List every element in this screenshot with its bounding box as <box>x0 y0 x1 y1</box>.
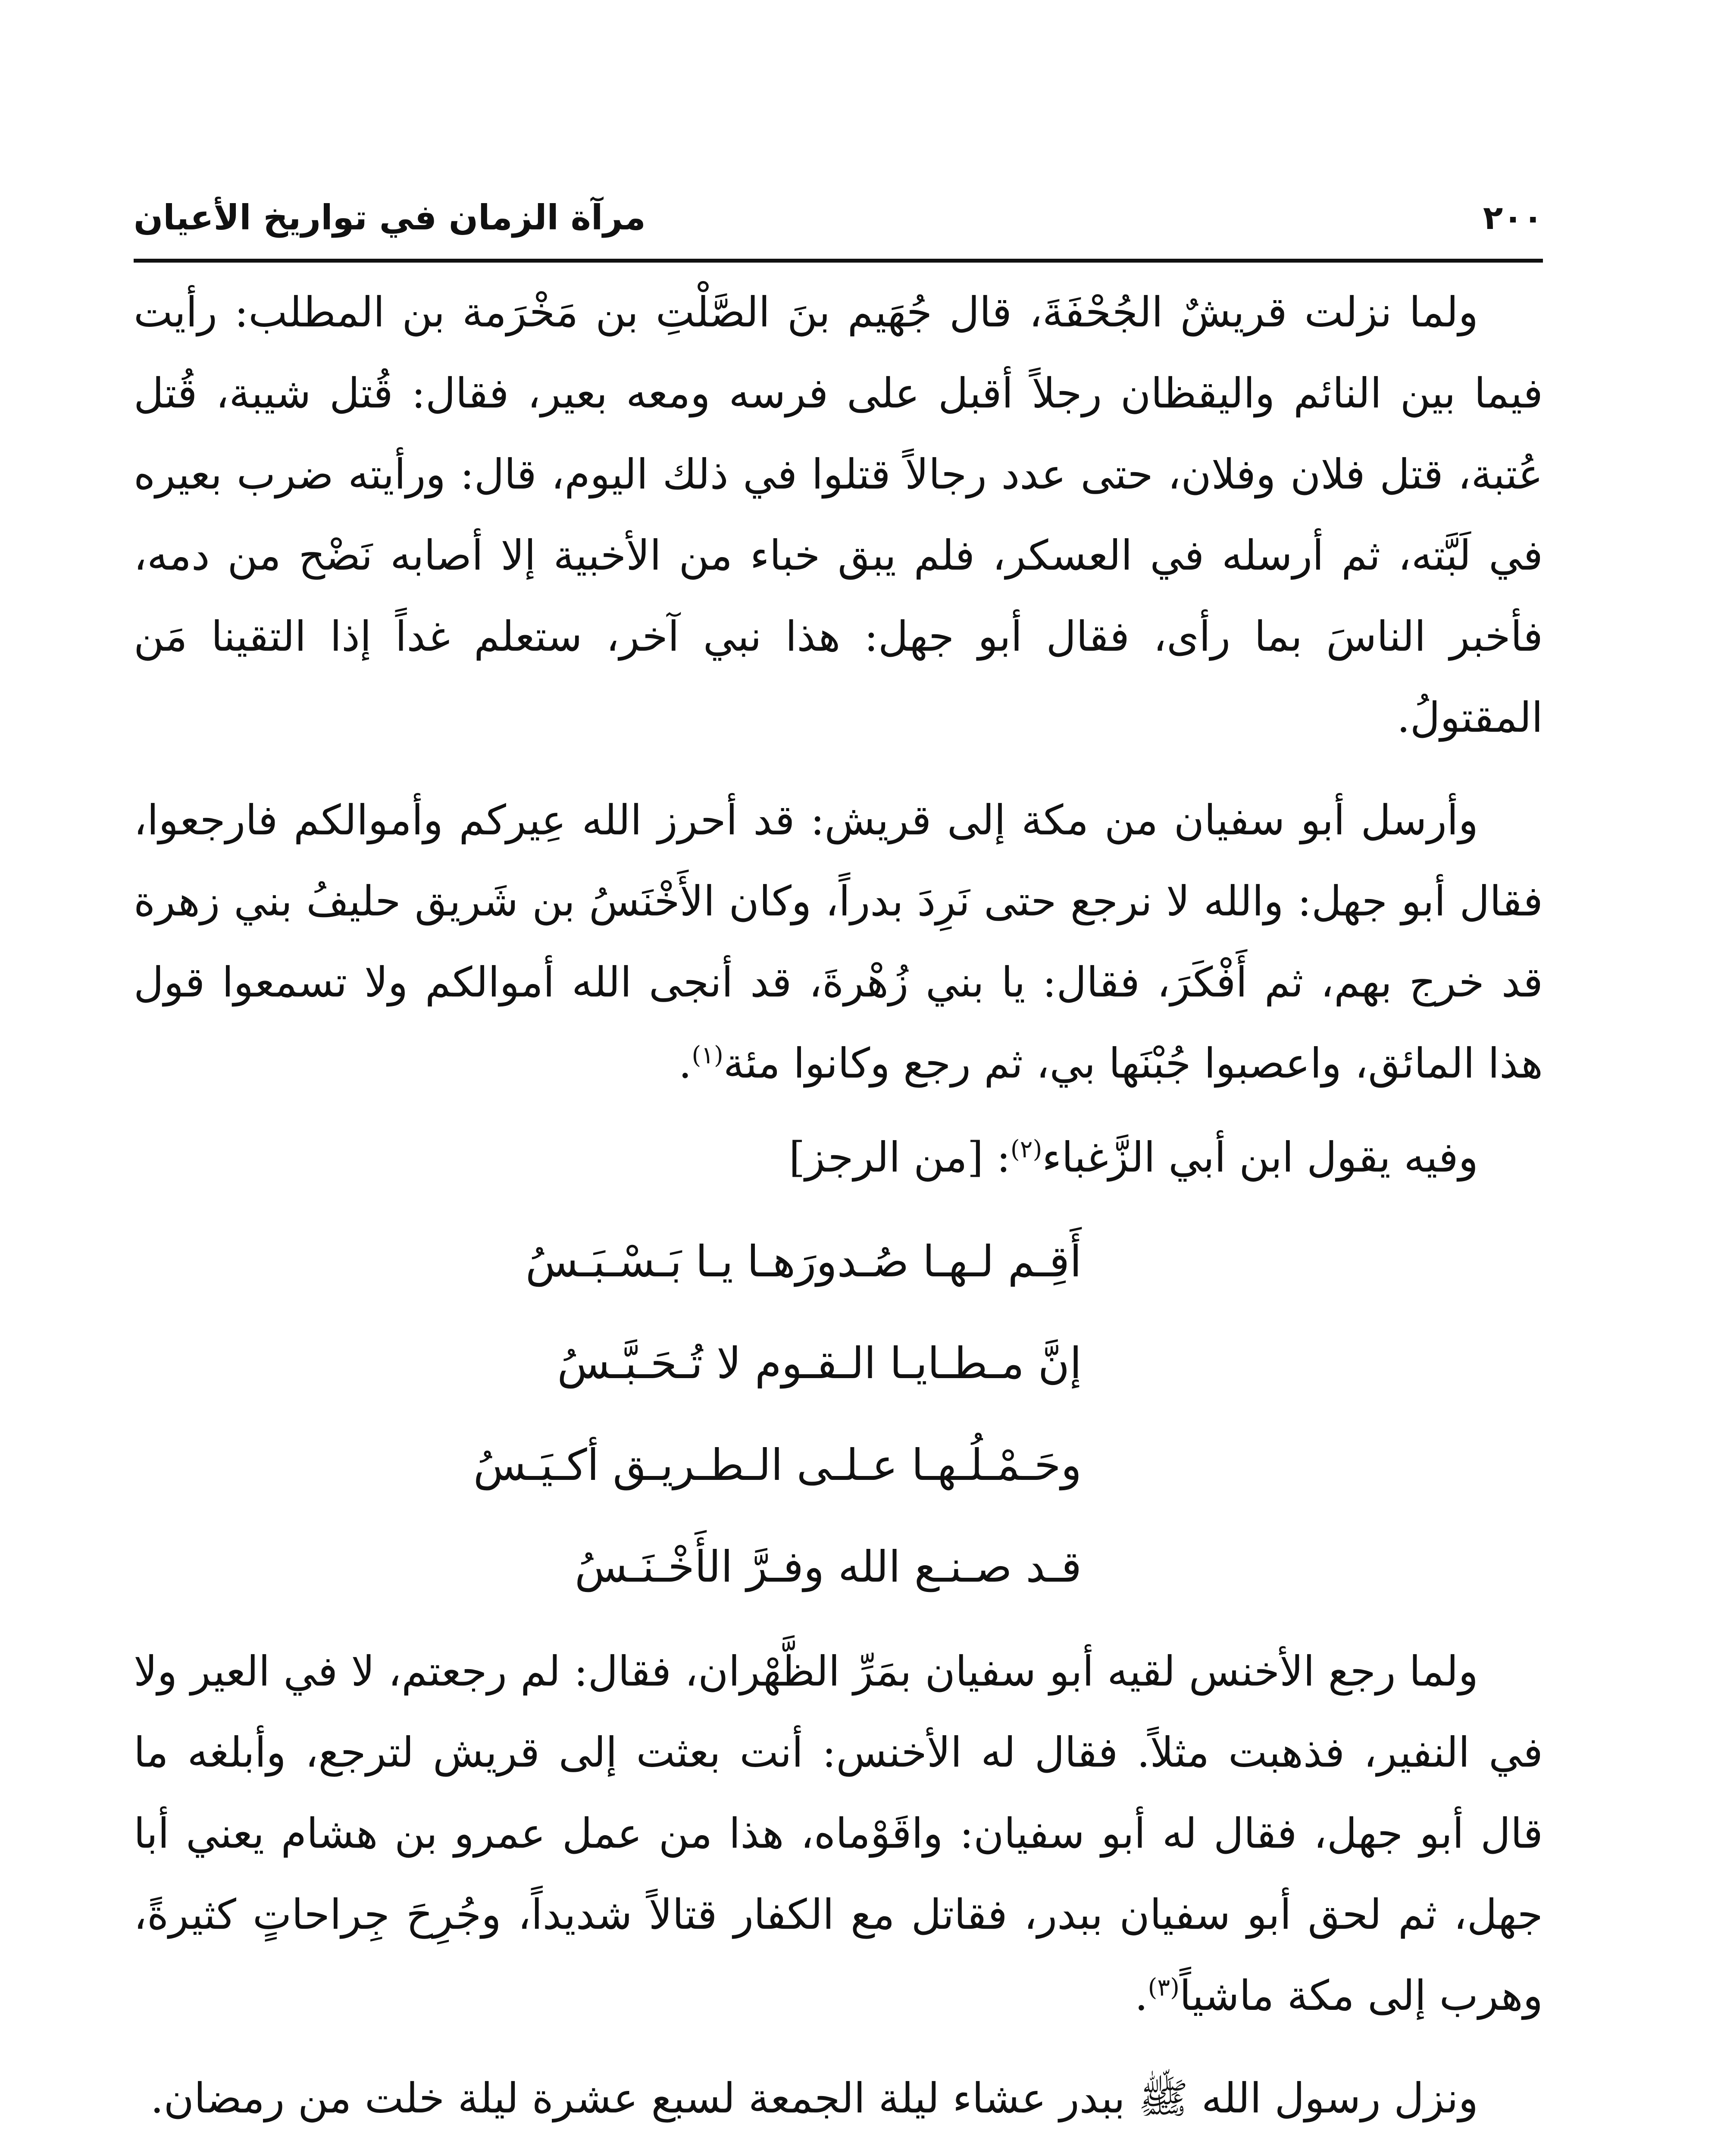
verse-intro-text: وفيه يقول ابن أبي الزَّغباء <box>1042 1133 1478 1181</box>
verse-line: أَقِـم لـهـا صُـدورَهـا يـا بَـسْـبَـسُ <box>525 1236 1082 1287</box>
footnote-ref-1: (١) <box>691 1041 723 1069</box>
page-number: ٢٠٠ <box>1483 198 1543 237</box>
paragraph-prophet-arrival: ونزل رسول الله ﷺ ببدر عشاء ليلة الجمعة لسبع عشرة ليلة خلت من رمضان. <box>150 2074 1478 2122</box>
poem <box>134 1211 1543 1618</box>
page-header <box>134 172 1543 263</box>
verse-line: قـد صـنـع الله وفـرَّ الأَخْـنَـسُ <box>575 1542 1082 1592</box>
main-text <box>134 272 1543 2156</box>
paragraph-text: ولما رجع الأخنس لقيه أبو سفيان بمَرِّ الظَّهْران، فقال: لم رجعتم، لا في العير ولا في النفير، فذهبت مثلاً. فقال له الأخنس: أنت بعثت إلى قريش لترجع، وأبلغه ما قال أبو جهل، فقال له أبو سفيان: واقَوْماه، هذا من عمل عمرو بن هشام يعني أبا جهل، ثم لحق أبو سفيان ببدر، فقاتل مع الكفار قتالاً شديداً، وجُرِحَ جِراحاتٍ كثيرةً، وهرب إلى مكة ماشياً <box>134 1647 1543 2020</box>
verse-line: إنَّ مـطـايـا الـقـوم لا تُـحَـبَّـسُ <box>557 1338 1082 1388</box>
paragraph-abu-sufyan-message: وأرسل أبو سفيان من مكة إلى قريش: قد أحرز الله عِيركم وأموالكم فارجعوا، فقال أبو جهل: والله لا نرجع حتى نَرِدَ بدراً، وكان الأَخْنَسُ بن شَريق حليفُ بني زهرة قد خرج بهم، ثم أَفْكَرَ، فقال: يا بني زُهْرةَ، قد أنجى الله أموالكم ولا تسمعوا قول هذا المائق، واعصبوا جُبْنَها بي، ثم رجع وكانوا مئة$^{(١)}$. <box>134 796 1543 1087</box>
verse-meter: : [من الرجز] <box>788 1133 1011 1181</box>
footnote-ref-2: (٢) <box>1010 1135 1042 1163</box>
paragraph-juhaym-dream: ولما نزلت قريشٌ الجُحْفَةَ، قال جُهَيم بنَ الصَّلْتِ بن مَخْرَمة بن المطلب: رأيت فيما بين النائم واليقظان رجلاً أقبل على فرسه ومعه بعير، فقال: قُتل شيبة، قُتل عُتبة، قتل فلان وفلان، حتى عدد رجالاً قتلوا في ذلك اليوم، قال: ورأيته ضرب بعيره في لَبَّته، ثم أرسله في العسكر، فلم يبق خباء من الأخبية إلا أصابه نَضْح من دمه، فأخبر الناسَ بما رأى، فقال أبو جهل: هذا نبي آخر، ستعلم غداً إذا التقينا مَن المقتولُ. <box>134 288 1543 742</box>
running-title: مرآة الزمان في تواريخ الأعيان <box>134 197 646 238</box>
paragraph-akhnas-return: ولما رجع الأخنس لقيه أبو سفيان بمَرِّ الظَّهْران، فقال: لم رجعتم، لا في العير ولا في النفير، فذهبت مثلاً. فقال له الأخنس: أنت بعثت إلى قريش لترجع، وأبلغه ما قال أبو جهل، فقال له أبو سفيان: واقَوْماه، هذا من عمل عمرو بن هشام يعني أبا جهل، ثم لحق أبو سفيان ببدر، فقاتل مع الكفار قتالاً شديداً، وجُرِحَ جِراحاتٍ كثيرةً، وهرب إلى مكة ماشياً$^{(٣)}$. <box>134 1647 1543 2020</box>
paragraph-text: وأرسل أبو سفيان من مكة إلى قريش: قد أحرز الله عِيركم وأموالكم فارجعوا، فقال أبو جهل: والله لا نرجع حتى نَرِدَ بدراً، وكان الأَخْنَسُ بن شَريق حليفُ بني زهرة قد خرج بهم، ثم أَفْكَرَ، فقال: يا بني زُهْرةَ، قد أنجى الله أموالكم ولا تسمعوا قول هذا المائق، واعصبوا جُبْنَها بي، ثم رجع وكانوا مئة <box>134 796 1543 1087</box>
verse-intro <box>134 1117 1543 1198</box>
paragraph-quraysh-camp <box>134 2152 1543 2156</box>
verse-line: وحَـمْـلُـهـا عـلـى الـطـريـق أكـيَـسُ <box>473 1440 1082 1490</box>
footnote-ref-3: (٣) <box>1148 1974 1180 2002</box>
